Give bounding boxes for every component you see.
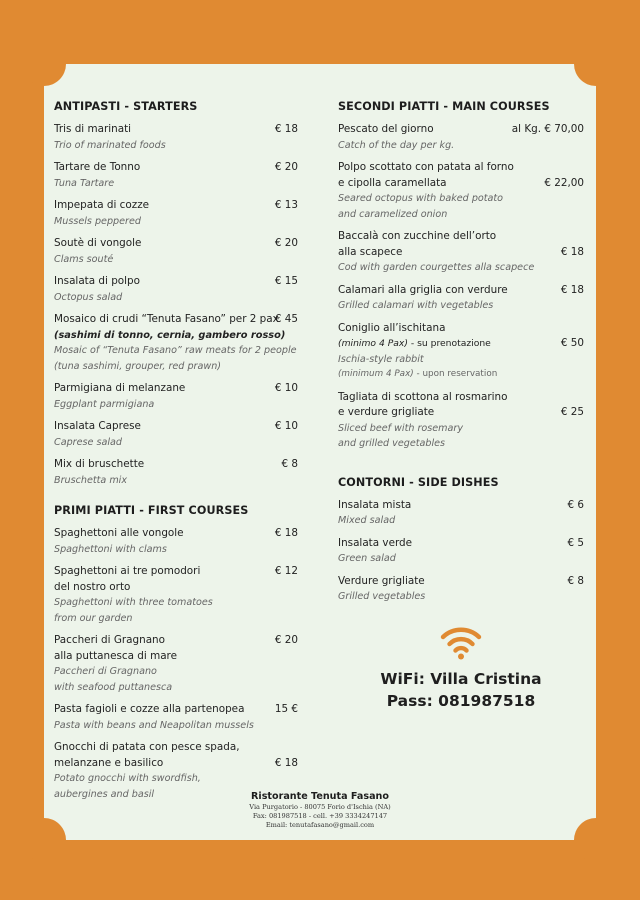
dish-name xyxy=(54,236,298,252)
dish-price: € 45 xyxy=(274,313,298,325)
menu-item xyxy=(338,536,584,567)
dish-subtitle: (sashimi di tonno, cernia, gambero rosso) xyxy=(54,329,286,341)
menu-item xyxy=(54,274,298,305)
dish-name xyxy=(54,274,298,290)
restaurant-email[interactable]: Email: tenutafasano@gmail.com xyxy=(265,821,375,829)
dish-name-line: Mosaico di crudi “Tenuta Fasano” per 2 pax xyxy=(54,313,279,325)
dish-price: € 13 xyxy=(274,199,298,211)
dish-description xyxy=(54,214,298,230)
wifi-info xyxy=(338,624,584,712)
dish-price: € 5 xyxy=(567,536,584,549)
dish-price: € 8 xyxy=(567,574,584,587)
dish-price: € 8 xyxy=(281,458,298,470)
dish-name xyxy=(338,321,584,352)
dish-description-line: Spaghettoni with three tomatoes xyxy=(54,597,213,608)
dish-name-line: Pasta fagioli e cozze alla partenopea xyxy=(54,703,245,715)
section-title: ANTIPASTI - STARTERS xyxy=(54,100,198,113)
section-title: CONTORNI - SIDE DISHES xyxy=(338,475,499,489)
dish-name-line: alla puttanesca di mare xyxy=(54,649,177,662)
menu-item xyxy=(54,381,298,412)
dish-price: € 20 xyxy=(274,161,298,173)
menu-item xyxy=(54,122,298,153)
dish-name xyxy=(54,457,298,473)
restaurant-phones: Fax: 081987518 - cell. +39 3334247147 xyxy=(252,812,388,820)
dish-price: € 18 xyxy=(560,283,584,296)
dish-name-line: Calamari alla griglia con verdure xyxy=(338,283,508,296)
menu-item xyxy=(338,283,584,314)
dish-description-booking: - upon reservation xyxy=(413,369,498,379)
dish-price: € 18 xyxy=(274,756,298,769)
menu-item xyxy=(54,526,298,557)
dish-name xyxy=(54,419,298,435)
section-primi xyxy=(54,504,298,802)
dish-name-line: e cipolla caramellata xyxy=(338,176,447,189)
dish-description xyxy=(54,542,298,558)
dish-description xyxy=(338,421,584,452)
dish-price: € 22,00 xyxy=(544,176,584,189)
wifi-icon xyxy=(439,624,483,660)
dish-name-line: Parmigiana di melanzane xyxy=(54,382,186,394)
dish-description-note xyxy=(338,367,584,383)
dish-description xyxy=(54,397,298,413)
corner-notch xyxy=(22,42,66,86)
dish-description-line: Mosaic of “Tenuta Fasano” raw meats for 2 people xyxy=(54,345,297,356)
menu-item xyxy=(338,229,584,276)
dish-description-line: Tuna Tartare xyxy=(54,177,115,189)
dish-description-line: Paccheri di Gragnano xyxy=(54,666,157,677)
dish-description xyxy=(338,260,584,276)
dish-description-line: Grilled calamari with vegetables xyxy=(338,300,494,311)
menu-item xyxy=(54,702,298,733)
dish-price: € 12 xyxy=(274,565,298,577)
dish-description-line: Potato gnocchi with swordfish, xyxy=(54,773,201,784)
dish-description-line: Mixed salad xyxy=(338,515,396,526)
dish-price: € 6 xyxy=(567,498,584,511)
menu-item xyxy=(54,633,298,695)
menu-item xyxy=(54,564,298,626)
dish-description xyxy=(338,589,584,605)
dish-description xyxy=(54,343,298,374)
dish-description-line: Sliced beef with rosemary xyxy=(338,422,464,434)
menu-item xyxy=(54,198,298,229)
dish-name-line: Coniglio all’ischitana xyxy=(338,321,446,334)
dish-description-line: Trio of marinated foods xyxy=(54,139,166,151)
dish-name xyxy=(54,702,298,718)
dish-price: € 20 xyxy=(274,634,298,646)
dish-note-min: (minimo 4 Pax) xyxy=(338,338,408,349)
menu-item xyxy=(338,160,584,222)
dish-description xyxy=(54,138,298,154)
right-column xyxy=(338,100,584,612)
dish-description xyxy=(54,252,298,268)
menu-item xyxy=(338,321,584,383)
section-antipasti xyxy=(54,100,298,488)
dish-description-line: Octopus salad xyxy=(54,291,123,303)
restaurant-name: Ristorante Tenuta Fasano xyxy=(251,791,389,802)
section-secondi xyxy=(338,100,584,452)
dish-price: € 10 xyxy=(274,382,298,394)
dish-name xyxy=(54,633,298,664)
menu-item xyxy=(338,122,584,153)
menu-item xyxy=(54,312,298,374)
dish-name-line: Paccheri di Gragnano xyxy=(54,634,165,646)
dish-name xyxy=(338,498,584,514)
dish-description-line: Mussels peppered xyxy=(54,215,141,227)
menu-item xyxy=(54,419,298,450)
dish-description xyxy=(54,435,298,451)
dish-name-line: Spaghettoni ai tre pomodori xyxy=(54,565,201,577)
dish-description-line: Spaghettoni with clams xyxy=(54,543,167,555)
dish-description xyxy=(338,191,584,222)
dish-name xyxy=(54,312,298,343)
dish-price: € 18 xyxy=(560,245,584,258)
dish-description-line: from our garden xyxy=(54,612,133,624)
dish-description xyxy=(54,176,298,192)
dish-note xyxy=(338,336,524,352)
restaurant-address: Via Purgatorio - 80075 Forio d'Ischia (NA) xyxy=(249,803,391,811)
dish-description-line: Grilled vegetables xyxy=(338,591,426,602)
dish-description xyxy=(54,595,298,626)
dish-name xyxy=(54,198,298,214)
dish-description-line: Eggplant parmigiana xyxy=(54,398,155,410)
dish-name-line: Tartare de Tonno xyxy=(54,161,141,173)
dish-name-line: Soutè di vongole xyxy=(54,237,142,249)
menu-item xyxy=(338,574,584,605)
dish-name xyxy=(338,574,584,590)
dish-description xyxy=(338,138,584,154)
dish-description xyxy=(338,551,584,567)
dish-name xyxy=(54,564,298,595)
dish-note-booking: - su prenotazione xyxy=(407,338,491,349)
dish-name xyxy=(338,229,584,260)
dish-price: € 50 xyxy=(560,337,584,349)
dish-price: € 18 xyxy=(274,123,298,135)
dish-description xyxy=(54,473,298,489)
dish-name-line: Insalata di polpo xyxy=(54,275,141,287)
dish-price: € 10 xyxy=(274,420,298,432)
dish-description-line: Catch of the day per kg. xyxy=(338,139,455,151)
dish-name-line: Pescato del giorno xyxy=(338,123,434,135)
dish-description-line: Ischia-style rabbit xyxy=(338,353,424,365)
dish-description-line: (tuna sashimi, grouper, red prawn) xyxy=(54,360,222,372)
menu-item xyxy=(338,390,584,452)
dish-description xyxy=(54,290,298,306)
menu-item xyxy=(54,236,298,267)
dish-name xyxy=(338,390,584,421)
section-contorni xyxy=(338,476,584,605)
dish-name-line: Spaghettoni alle vongole xyxy=(54,527,184,539)
dish-description-line: and caramelized onion xyxy=(338,208,448,220)
dish-name-line: Tris di marinati xyxy=(54,123,132,135)
wifi-password: Pass: 081987518 xyxy=(386,692,536,710)
dish-price: 15 € xyxy=(274,703,298,715)
dish-name-line: Impepata di cozze xyxy=(54,199,150,211)
dish-price: € 25 xyxy=(560,406,584,418)
dish-name xyxy=(54,740,298,771)
dish-description xyxy=(54,718,298,734)
dish-description-line: Pasta with beans and Neapolitan mussels xyxy=(54,719,254,731)
dish-price: al Kg. € 70,00 xyxy=(511,123,584,135)
dish-description-line: Cod with garden courgettes alla scapece xyxy=(338,262,535,273)
section-title: SECONDI PIATTI - MAIN COURSES xyxy=(338,100,550,113)
dish-description-line: Green salad xyxy=(338,553,396,564)
dish-description-line: Bruschetta mix xyxy=(54,474,128,486)
dish-description-line: with seafood puttanesca xyxy=(54,681,173,693)
dish-name-line: Verdure grigliate xyxy=(338,574,425,587)
dish-price: € 20 xyxy=(274,237,298,249)
menu-item xyxy=(54,160,298,191)
menu-item xyxy=(54,457,298,488)
dish-price: € 18 xyxy=(274,527,298,539)
dish-description xyxy=(338,352,584,383)
footer xyxy=(44,791,596,830)
dish-name-line: e verdure grigliate xyxy=(338,406,435,418)
dish-name xyxy=(54,526,298,542)
dish-name-line: del nostro orto xyxy=(54,580,131,593)
dish-name-line: Gnocchi di patata con pesce spada, xyxy=(54,741,240,753)
left-column xyxy=(54,100,298,809)
dish-name-line: Tagliata di scottona al rosmarino xyxy=(338,390,508,403)
dish-name xyxy=(338,283,584,299)
dish-name-line: alla scapece xyxy=(338,245,403,258)
dish-description-line: aubergines and basil xyxy=(54,788,155,800)
dish-description-line: Clams souté xyxy=(54,253,114,265)
dish-name-line: Insalata Caprese xyxy=(54,420,141,432)
wifi-network: WiFi: Villa Cristina xyxy=(380,670,542,688)
dish-name xyxy=(338,536,584,552)
dish-description xyxy=(338,298,584,314)
dish-description xyxy=(338,513,584,529)
dish-description-min: (minimum 4 Pax) xyxy=(338,369,414,379)
dish-name xyxy=(54,160,298,176)
menu-card xyxy=(44,64,596,840)
section-title: PRIMI PIATTI - FIRST COURSES xyxy=(54,504,249,517)
dish-name xyxy=(54,122,298,138)
dish-name-line: Insalata mista xyxy=(338,498,412,511)
dish-name-line: melanzane e basilico xyxy=(54,756,164,769)
dish-price: € 15 xyxy=(274,275,298,287)
dish-name-line: Insalata verde xyxy=(338,536,413,549)
dish-name-line: Mix di bruschette xyxy=(54,458,145,470)
dish-description-line: and grilled vegetables xyxy=(338,438,446,449)
menu-item xyxy=(338,498,584,529)
dish-name-line: Baccalà con zucchine dell’orto xyxy=(338,230,497,242)
dish-description xyxy=(54,664,298,695)
dish-name xyxy=(54,381,298,397)
dish-name-line: Polpo scottato con patata al forno xyxy=(338,161,514,173)
corner-notch xyxy=(574,42,618,86)
dish-description-line: Caprese salad xyxy=(54,436,122,448)
dish-description-line: Seared octopus with baked potato xyxy=(338,193,504,204)
